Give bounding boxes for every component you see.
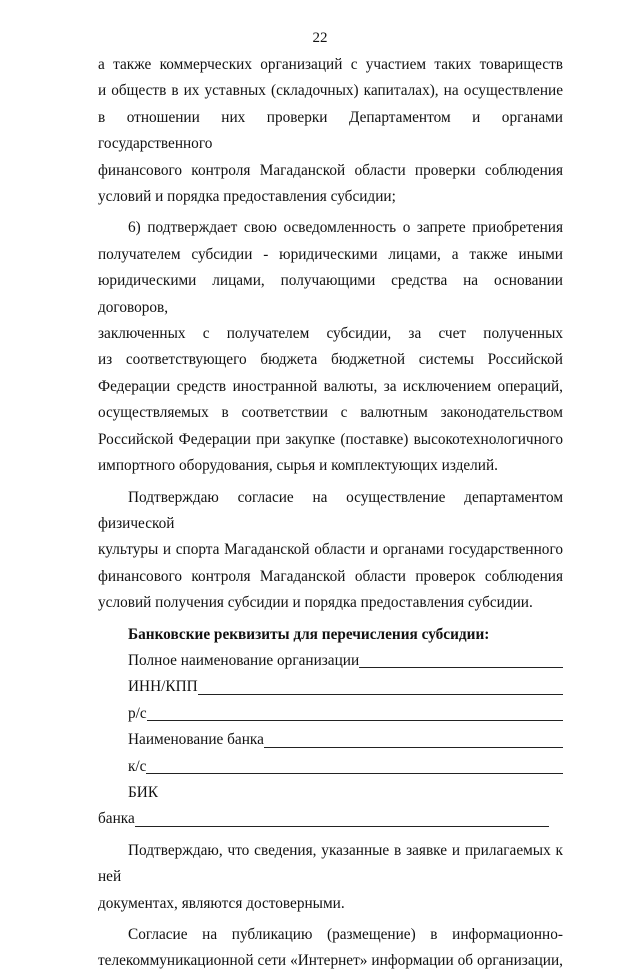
text-line: Подтверждаю согласие на осуществление департаментом физической [98,488,563,532]
org-name-label: Полное наименование организации [128,651,360,669]
text-line: документах, являются достоверными. [98,894,345,912]
text-line: получателем субсидии - юридическими лицами, а также иными [98,245,563,263]
text-line: в отношении них проверки Департаментом и органами государственного [98,108,563,153]
settlement-account-blank[interactable] [147,702,563,721]
bank-details-section [98,622,563,833]
bik-bank-label: банка [98,810,135,828]
text-line: телекоммуникационной сети «Интернет» информации об организации, [98,952,563,970]
settlement-account-label: р/с [128,704,147,722]
bank-name-field[interactable] [98,727,563,753]
text-line: 6) подтверждает свою осведомленность о запрете приобретения [128,219,563,237]
text-line: Подтверждаю, что сведения, указанные в заявке и прилагаемых к ней [98,841,563,886]
bank-name-blank[interactable] [264,729,563,748]
text-line: финансового контроля Магаданской области проверок соблюдения [98,567,563,585]
paragraph-inspection-consent [98,485,563,617]
inn-kpp-field[interactable] [98,674,563,700]
text-line: заключенных с получателем субсидии, за счет полученных [98,325,563,343]
text-line: а также коммерческих организаций с участием таких товариществ [98,56,563,73]
text-line: Федерации средств иностранной валюты, за исключением операций, [98,377,563,395]
paragraph-consent-commercial [98,52,563,210]
bank-name-label: Наименование банка [128,731,264,749]
page-number: 22 [312,30,328,46]
text-line: осуществляемых в соответствии с валютным законодательством [98,404,563,422]
text-line: Согласие на публикацию (размещение) в информационно- [128,926,563,943]
settlement-account-field[interactable] [98,701,563,727]
text-line: импортного оборудования, сырья и комплектующих изделий. [98,457,498,475]
correspondent-account-field[interactable] [98,754,563,780]
inn-kpp-blank[interactable] [198,676,563,695]
text-line: культуры и спорта Магаданской области и органами государственного [98,541,563,559]
org-name-field[interactable] [98,648,563,674]
bank-details-heading: Банковские реквизиты для перечисления субсидии: [128,625,490,643]
bik-label: БИК [128,783,159,801]
text-line: условий и порядка предоставления субсидии; [98,188,396,206]
org-name-blank[interactable] [359,649,563,668]
bik-bank-field[interactable] [98,806,563,832]
inn-kpp-label: ИНН/КПП [128,678,198,696]
text-line: Российской Федерации при закупке (поставке) высокотехнологичного [98,430,563,448]
text-line: финансового контроля Магаданской области проверки соблюдения [98,161,563,179]
paragraph-currency-awareness [98,215,563,479]
text-line: из соответствующего бюджета бюджетной системы Российской [98,351,563,369]
correspondent-account-label: к/с [128,757,147,775]
document-body [98,52,563,975]
paragraph-accuracy-confirmation [98,838,563,917]
text-line: условий получения субсидии и порядка предоставления субсидии. [98,594,533,612]
text-line: и обществ в их уставных (складочных) капиталах), на осуществление [98,82,563,100]
text-line: юридическими лицами, получающими средства на основании договоров, [98,272,563,316]
correspondent-account-blank[interactable] [146,755,563,774]
bik-bank-blank[interactable] [135,808,549,827]
paragraph-publication-consent [98,922,563,975]
